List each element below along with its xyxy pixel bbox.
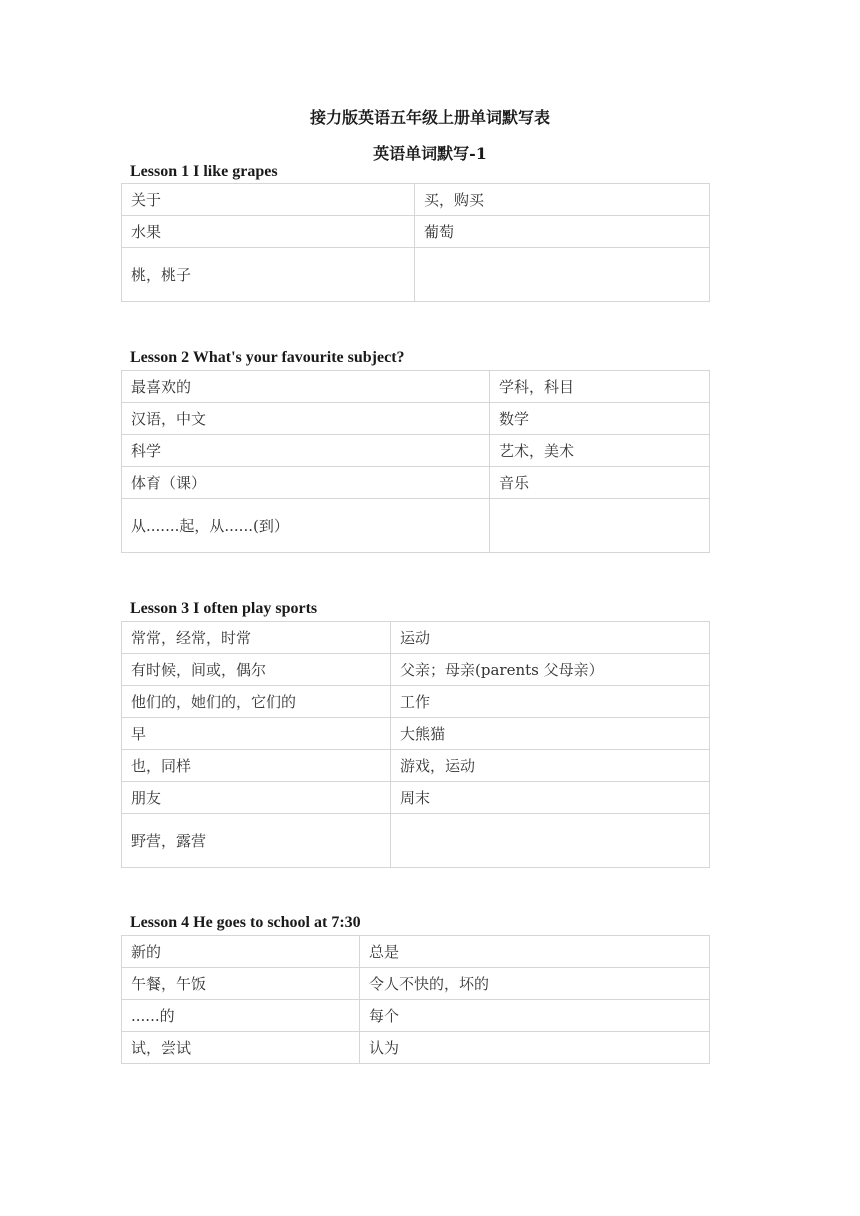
word-cell: 大熊猫: [391, 718, 710, 750]
table-row: [122, 184, 710, 216]
word-cell: 桃，桃子: [122, 248, 415, 302]
page-title: 接力版英语五年级上册单词默写表: [309, 108, 550, 127]
word-cell: 野营，露营: [122, 814, 391, 868]
lesson-3-table: [121, 621, 710, 868]
word-cell: 汉语，中文: [122, 403, 490, 435]
word-cell: 新的: [122, 936, 360, 968]
word-cell: 科学: [122, 435, 490, 467]
table-row: [122, 216, 710, 248]
word-cell: 每个: [360, 1000, 710, 1032]
word-cell: 认为: [360, 1032, 710, 1064]
lesson-4-table: [121, 935, 710, 1064]
table-row: [122, 1000, 710, 1032]
table-row: [122, 814, 710, 868]
word-cell: [391, 814, 710, 868]
word-cell: 体育（课）: [122, 467, 490, 499]
lesson-2-heading: Lesson 2 What's your favourite subject?: [130, 349, 405, 366]
word-cell: 午餐，午饭: [122, 968, 360, 1000]
table-row: [122, 248, 710, 302]
word-cell: 关于: [122, 184, 415, 216]
word-cell: 常常，经常，时常: [122, 622, 391, 654]
word-cell: 早: [122, 718, 391, 750]
lesson-1-table: [121, 183, 710, 302]
word-cell: 音乐: [490, 467, 710, 499]
word-cell: 工作: [391, 686, 710, 718]
page-subtitle: 英语单词默写-1: [373, 144, 487, 163]
word-cell: [490, 499, 710, 553]
table-row: [122, 686, 710, 718]
lesson-3-heading: Lesson 3 I often play sports: [130, 600, 318, 617]
word-cell: 从.......起，从......(到）: [122, 499, 490, 553]
word-cell: 葡萄: [415, 216, 710, 248]
table-row: [122, 622, 710, 654]
table-row: [122, 750, 710, 782]
lesson-1-heading: Lesson 1 I like grapes: [130, 163, 278, 180]
table-row: [122, 371, 710, 403]
word-cell: 最喜欢的: [122, 371, 490, 403]
table-row: [122, 936, 710, 968]
word-cell: 学科，科目: [490, 371, 710, 403]
table-row: [122, 968, 710, 1000]
word-cell: 运动: [391, 622, 710, 654]
table-row: [122, 499, 710, 553]
word-cell: 也，同样: [122, 750, 391, 782]
table-row: [122, 654, 710, 686]
word-cell: 朋友: [122, 782, 391, 814]
table-row: [122, 782, 710, 814]
word-cell: 数学: [490, 403, 710, 435]
table-row: [122, 467, 710, 499]
word-cell: 试，尝试: [122, 1032, 360, 1064]
lesson-4-heading: Lesson 4 He goes to school at 7:30: [130, 914, 361, 931]
table-row: [122, 403, 710, 435]
word-cell: ......的: [122, 1000, 360, 1032]
word-cell: 周末: [391, 782, 710, 814]
table-row: [122, 435, 710, 467]
word-cell: 他们的，她们的，它们的: [122, 686, 391, 718]
word-cell: 有时候，间或，偶尔: [122, 654, 391, 686]
word-cell: 水果: [122, 216, 415, 248]
word-cell: 买，购买: [415, 184, 710, 216]
word-cell: 游戏，运动: [391, 750, 710, 782]
word-cell: 父亲；母亲(parents 父母亲）: [391, 654, 710, 686]
word-cell: 艺术，美术: [490, 435, 710, 467]
table-row: [122, 1032, 710, 1064]
lesson-2-table: [121, 370, 710, 553]
table-row: [122, 718, 710, 750]
word-cell: [415, 248, 710, 302]
word-cell: 总是: [360, 936, 710, 968]
word-cell: 令人不快的，坏的: [360, 968, 710, 1000]
